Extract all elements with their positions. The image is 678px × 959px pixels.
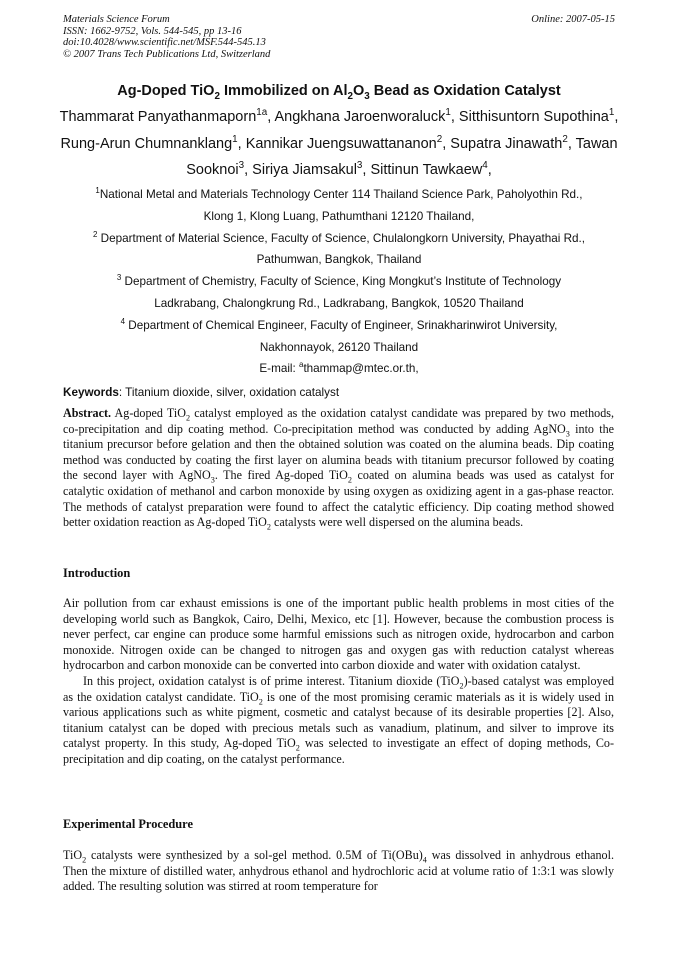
author: Angkhana Jaroenworaluck$^1$,: [274, 107, 459, 125]
affiliation-1-cont: Klong 1, Klong Luang, Pathumthani 12120 Thailand,: [203, 209, 475, 223]
keywords: [63, 386, 339, 399]
affiliation-3-cont: Ladkrabang, Chalongkrung Rd., Ladkrabang, Bangkok, 10520 Thailand: [154, 296, 524, 310]
affiliation-2-cont: Pathumwan, Bangkok, Thailand: [256, 253, 422, 267]
author: Sittinun Tawkaew$^4$,: [370, 160, 492, 178]
intro-paragraph-2: In this project, oxidation catalyst is of prime interest. Titanium dioxide (TiO$_2$)-based catalyst was employed as the oxidation catalyst candidate. TiO$_2$ is one of the most promising ceramic materials as it is widely used in various applications such as white pigment, cosmetic and catalyst because of its desirable properties [2]. Also, titanium catalyst can be doped with precious metals such as vanadium, platinum, and silver to improve its catalyst property. In this study, Ag-doped TiO$_2$ was selected to investigate an effect of doping methods, Co-precipitation and dip coating, on the catalyst performance.: [63, 673, 614, 766]
affiliation-3: $^3$ Department of Chemistry, Faculty of Science, King Mongkut’s Institute of Technology: [116, 273, 562, 289]
email-line: E-mail: $^a$thammap@mtec.or.th,: [259, 360, 419, 376]
abstract-label: Abstract.: [63, 406, 112, 420]
author: Sitthisuntorn Supothina$^1$,: [458, 107, 619, 125]
paper-title: Ag-Doped TiO$_2$ Immobilized on $Al_2O_3$ Bead as Oxidation Catalyst: [117, 83, 561, 102]
journal-name: Materials Science Forum: [63, 14, 170, 25]
issn-line: ISSN: 1662-9752, Vols. 544-545, pp 13-16: [63, 25, 242, 37]
affiliations: [40, 184, 638, 380]
author-list: [40, 104, 638, 184]
online-date: Online: 2007-05-15: [531, 14, 615, 25]
affiliation-1: $^1$National Metal and Materials Technology Center 114 Thailand Science Park, Paholyothin Rd.,: [95, 186, 583, 201]
keywords-text: : Titanium dioxide, silver, oxidation catalyst: [118, 386, 340, 399]
author: Thammarat Panyathanmaporn$^{1a}$,: [59, 107, 275, 125]
affiliation-4: $^4$ Department of Chemical Engineer, Faculty of Engineer, Srinakharinwirot University,: [120, 316, 558, 332]
journal-header: [63, 14, 270, 60]
author: Tawan Sooknoi$^3$,: [186, 135, 618, 178]
author: Supatra Jinawath$^2$,: [450, 133, 576, 152]
author: Rung-Arun Chumnanklang$^1$,: [60, 133, 246, 152]
abstract: Abstract. Ag-doped TiO$_2$ catalyst employed as the oxidation catalyst candidate was prepared by two methods, co-precipitation and dip coating method. Co-precipitation method was conducted by adding AgNO$_3$ into the titanium precursor before gelation and then the obtained solution was coated on the alumina beads. Dip coating method was conducted by coating the first layer on alumina beads with titanium precursor followed by coating the second layer with AgNO$_3$. The fired Ag-doped TiO$_2$ coated on alumina beads was used as catalyst for catalytic oxidation of methanol and carbon monoxide by using oxygen as oxidizing agent in a gas-phase reactor. The methods of catalyst preparation were found to affect the catalytic efficiency. Dip coating method showed better oxidation reaction as Ag-doped TiO$_2$ catalysts were well dispersed on the alumina beads.: [63, 406, 615, 532]
affiliation-4-cont: Nakhonnayok, 26120 Thailand: [259, 340, 419, 354]
introduction-heading: Introduction: [63, 566, 131, 580]
copyright-line: © 2007 Trans Tech Publications Ltd, Switzerland: [63, 48, 271, 60]
author: Kannikar Juengsuwattananon$^2$,: [245, 133, 451, 152]
introduction-body: [63, 596, 614, 768]
intro-paragraph-1: Air pollution from car exhaust emissions is one of the important public health problems in most cities of the developing world such as Bangkok, Cairo, Delhi, Mexico, etc [1]. However, because the combustion process is never perfect, car engine can produce some harmful emissions such as nitrogen oxide, hydrocarbon and carbon monoxide. Nitrogen oxide can be changed to nitrogen gas and oxygen gas with reduction catalyst whereas hydrocarbon and carbon monoxide can be converted into carbon dioxide and water with oxidation catalyst.: [63, 596, 614, 673]
email-address: thammap@mtec.or.th,: [303, 362, 419, 376]
experimental-heading: Experimental Procedure: [63, 817, 193, 831]
keywords-label: Keywords: [63, 386, 119, 399]
author: Siriya Jiamsakul$^3$,: [252, 160, 371, 178]
experimental-body: TiO$_2$ catalysts were synthesized by a sol-gel method. 0.5M of $Ti(OBu)_4$ was dissolved in anhydrous ethanol. Then the mixture of distilled water, anhydrous ethanol and hydrochloric acid at volume ratio of 1:3:1 was slowly added. The resulting solution was stirred at room temperature for: [63, 848, 614, 894]
doi-line: doi:10.4028/www.scientific.net/MSF.544-545.13: [63, 37, 266, 48]
affiliation-2: $^2$ Department of Material Science, Faculty of Science, Chulalongkorn University, Phayathai Rd.,: [92, 229, 586, 245]
